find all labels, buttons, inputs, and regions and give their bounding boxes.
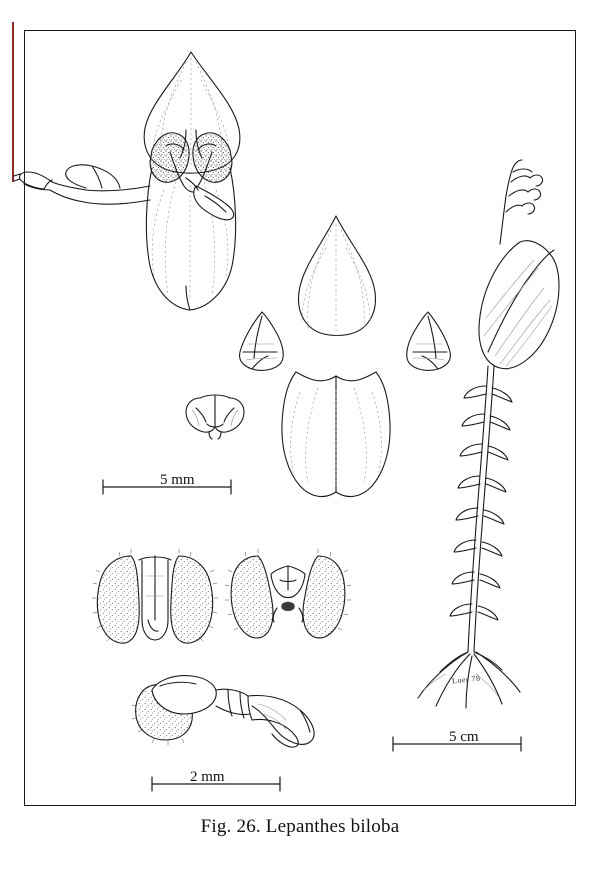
scale-label-5cm: 5 cm [449,729,479,745]
artist-signature: Luer 78 [451,673,481,686]
scan-edge-mark [12,22,14,182]
scale-label-2mm: 2 mm [190,769,225,785]
figure-caption: Fig. 26. Lepanthes biloba [200,816,400,837]
plate-frame [24,30,576,806]
scale-label-5mm: 5 mm [160,472,195,488]
